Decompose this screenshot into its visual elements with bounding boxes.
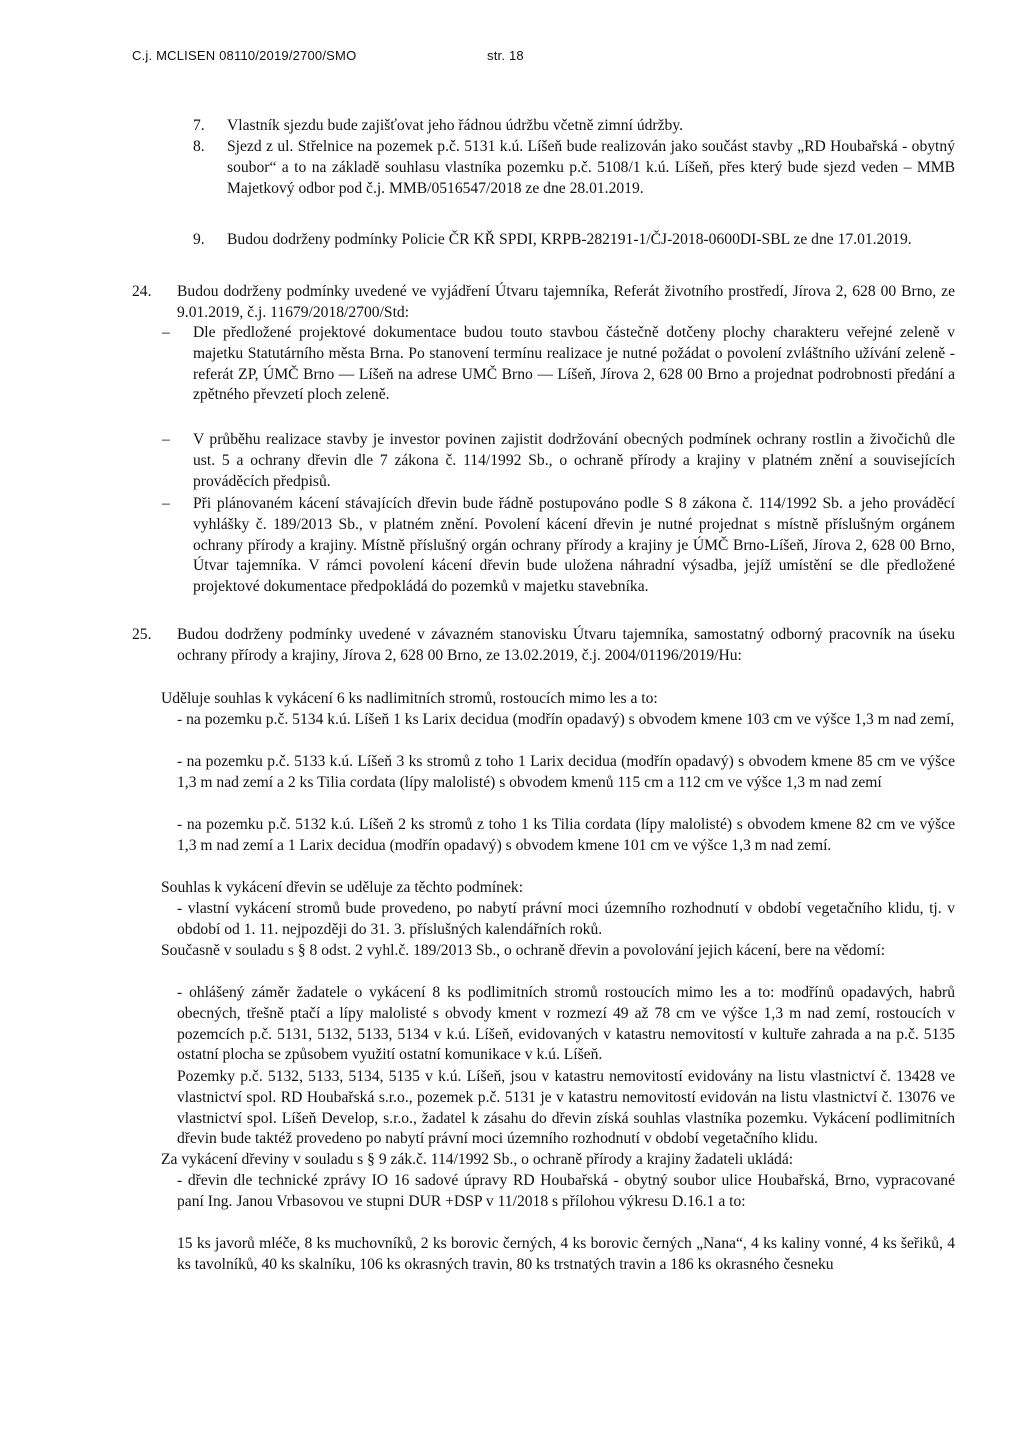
replant-heading: Za vykácení dřeviny v souladu s § 9 zák.č. 114/1992 Sb., o ochraně přírody a krajiny žadateli ukládá: [161,1151,794,1168]
replant-item: - dřevin dle technické zprávy IO 16 sadové úpravy RD Houbařská - obytný soubor ulice Houbařská, Brno, vypracované paní Ing. Janou Vrbasovou ve stupni DUR +DSP v 11/2018 s přílohou výkresu D.16.1 a to: [177,1172,955,1210]
item-9-text: Budou dodrženy podmínky Policie ČR KŘ SPDI, KRPB-282191-1/ČJ-2018-0600DI-SBL ze dne 17.01.2019. [227,231,912,248]
item-number: 8. [193,138,205,155]
plot-5133: - na pozemku p.č. 5133 k.ú. Líšeň 3 ks stromů z toho 1 Larix decidua (modřín opadavý) s obvodem kmene 85 cm ve výšce 1,3 m nad zemí a 2 ks Tilia cordata (lípy malolisté) s obvodem kmenů 115 cm a 112 cm ve výšce 1,3 m nad zemí [177,753,955,791]
section-24-bullet: V průběhu realizace stavby je investor povinen zajistit dodržování obecných podmínek ochrany rostlin a živočichů dle ust. 5 a ochrany dřevin dle 7 zákona č. 114/1992 Sb., o ochraně přírody a krajiny v platném znění a souvisejících prováděcích předpisů. [193,431,955,490]
notice-item: - ohlášený záměr žadatele o vykácení 8 ks podlimitních stromů rostoucích mimo les a to: modřínů opadavých, habrů obecných, třešně ptačí a lípy malolisté s obvody kment v rozmezí 49 až 78 cm ve výšce 1,3 m nad zemí, rostoucích v pozemcích p.č. 5131, 5132, 5133, 5134 v k.ú. Líšeň, evidovaných v katastru nemovitostí v kultuře zahrada a na p.č. 5135 ostatní plocha se způsobem využití ostatní komunikace v k.ú. Líšeň. [177,984,955,1064]
bullet-dash: – [162,324,170,341]
reference-number: C.j. MCLISEN 08110/2019/2700/SMO [132,48,357,63]
page-number: str. 18 [487,48,524,63]
conditions-heading: Souhlas k vykácení dřevin se uděluje za těchto podmínek: [161,879,524,896]
section-number: 24. [132,283,152,300]
section-25-intro: Budou dodrženy podmínky uvedené v závazném stanovisku Útvaru tajemníka, samostatný odborný pracovník na úseku ochrany přírody a krajiny, Jírova 2, 628 00 Brno, ze 13.02.2019, č.j. 2004/01196/2019/Hu: [177,626,955,664]
item-number: 9. [193,231,205,248]
notice-heading: Současně v souladu s § 8 odst. 2 vyhl.č. 189/2013 Sb., o ochraně dřevin a povolování jejich kácení, bere na vědomí: [161,942,886,959]
consent-heading: Uděluje souhlas k vykácení 6 ks nadlimitních stromů, rostoucích mimo les a to: [161,690,658,707]
item-number: 7. [193,117,205,134]
bullet-dash: – [162,495,170,512]
plot-5132: - na pozemku p.č. 5132 k.ú. Líšeň 2 ks stromů z toho 1 ks Tilia cordata (lípy malolisté) s obvodem kmene 82 cm ve výšce 1,3 m nad zemí a 1 Larix decidua (modřín opadavý) s obvodem kmene 101 cm ve výšce 1,3 m nad zemí. [177,816,955,854]
section-number: 25. [132,626,152,643]
plot-5134: - na pozemku p.č. 5134 k.ú. Líšeň 1 ks Larix decidua (modřín opadavý) s obvodem kmene 103 cm ve výšce 1,3 m nad zemí, [177,711,955,728]
item-7-text: Vlastník sjezdu bude zajišťovat jeho řádnou údržbu včetně zimní údržby. [227,117,684,134]
condition-item: - vlastní vykácení stromů bude provedeno, po nabytí právní moci územního rozhodnutí v období vegetačního klidu, tj. v období od 1. 11. nejpozději do 31. 3. příslušných kalendářních roků. [177,900,955,938]
planting-list: 15 ks javorů mléče, 8 ks muchovníků, 2 ks borovic černých, 4 ks borovic černých „Nana“, 4 ks kaliny vonné, 4 ks šeřiků, 4 ks tavolníků, 40 ks skalníku, 106 ks okrasných travin, 80 ks trstnatých travin a 186 ks okrasného česneku [177,1235,955,1273]
page-header [132,46,524,67]
ownership-text: Pozemky p.č. 5132, 5133, 5134, 5135 v k.ú. Líšeň, jsou v katastru nemovitostí evidovány na listu vlastnictví č. 13428 ve vlastnictví spol. RD Houbařská s.r.o., pozemek p.č. 5131 je v katastru nemovitostí evidován na listu vlastnictví č. 13076 ve vlastnictví spol. Líšeň Develop, s.r.o., žadatel k zásahu do dřevin získá souhlas vlastníka pozemku. Vykácení podlimitních dřevin bude taktéž provedeno po nabytí právní moci územního rozhodnutí v období vegetačního klidu. [177,1068,955,1148]
bullet-dash: – [162,431,170,448]
section-24-intro: Budou dodrženy podmínky uvedené ve vyjádření Útvaru tajemníka, Referát životního prostředí, Jírova 2, 628 00 Brno, ze 9.01.2019, č.j. 11679/2018/2700/Std: [177,283,955,321]
item-8-text: Sjezd z ul. Střelnice na pozemek p.č. 5131 k.ú. Líšeň bude realizován jako součást stavby „RD Houbařská - obytný soubor“ a to na základě souhlasu vlastníka pozemku p.č. 5108/1 k.ú. Líšeň, přes který bude sjezd veden – MMB Majetkový odbor pod č.j. MMB/0516547/2018 ze dne 28.01.2019. [227,138,955,197]
section-24-bullet: Dle předložené projektové dokumentace budou touto stavbou částečně dotčeny plochy charakteru veřejné zeleně v majetku Statutárního města Brna. Po stanovení termínu realizace je nutné požádat o povolení zvláštního užívání zeleně - referát ZP, ÚMČ Brno — Líšeň na adrese UMČ Brno — Líšeň, Jírova 2, 628 00 Brno a projednat podrobnosti předání a zpětného převzetí ploch zeleně. [193,324,955,404]
section-24-bullet: Při plánovaném kácení stávajících dřevin bude řádně postupováno podle S 8 zákona č. 114/1992 Sb. a jeho prováděcí vyhlášky č. 189/2013 Sb., v platném znění. Povolení kácení dřevin je nutné projednat s místně příslušným orgánem ochrany přírody a krajiny. Místně příslušný orgán ochrany přírody a krajiny je ÚMČ Brno-Líšeň, Jírova 2, 628 00 Brno, Útvar tajemníka. V rámci povolení kácení dřevin bude uložena náhradní výsadba, jejíž umístění se dle předložené projektové dokumentace předpokládá do pozemků v majetku stavebníka. [193,495,955,596]
